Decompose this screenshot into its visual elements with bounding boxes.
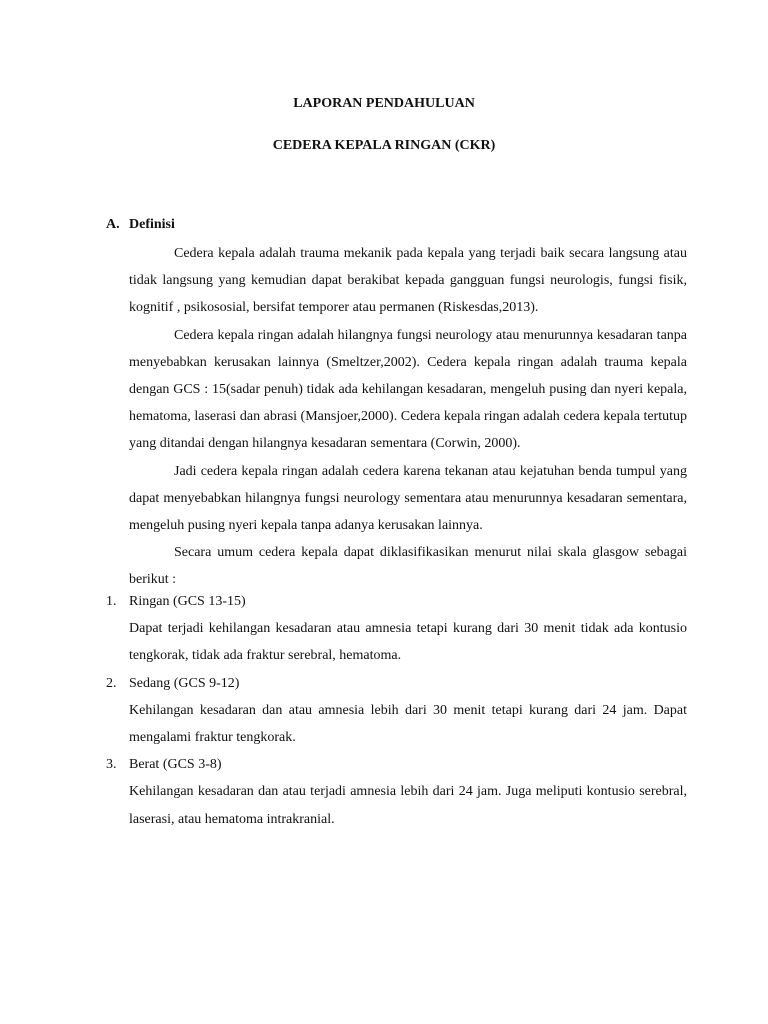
document-subtitle: CEDERA KEPALA RINGAN (CKR) — [272, 138, 496, 153]
section-heading — [106, 216, 175, 234]
list-item-title: Sedang (GCS 9-12) — [129, 675, 240, 691]
classification-list — [106, 588, 687, 833]
list-item-number: 3. — [106, 757, 117, 773]
list-item-title: Berat (GCS 3-8) — [129, 757, 222, 773]
list-item-head — [106, 588, 687, 615]
list-item-description: Kehilangan kesadaran dan atau terjadi amnesia lebih dari 24 jam. Juga meliputi kontusio serebral, laserasi, atau hematoma intrakranial. — [129, 784, 687, 827]
list-item — [106, 588, 687, 670]
list-item-number: 2. — [106, 675, 117, 691]
section-title: Definisi — [129, 217, 175, 232]
list-item — [106, 751, 687, 833]
list-item-number: 1. — [106, 594, 117, 609]
list-item — [106, 670, 687, 752]
list-item-description: Kehilangan kesadaran dan atau amnesia lebih dari 30 menit tetapi kurang dari 24 jam. Dapat mengalami fraktur tengkorak. — [129, 702, 687, 746]
paragraph: Cedera kepala ringan adalah hilangnya fungsi neurology atau menurunnya kesadaran tanpa menyebabkan kerusakan lainnya (Smeltzer,2002). Cedera kepala ringan adalah trauma kepala dengan GCS : 15(sadar penuh) tidak ada kehilangan kesadaran, mengeluh pusing dan nyeri kepala, hematoma, laserasi dan abrasi (Mansjoer,2000). Cedera kepala ringan adalah cedera kepala tertutup yang ditandai dengan hilangnya kesadaran sementara (Corwin, 2000). — [129, 327, 687, 452]
section-marker: A. — [106, 217, 120, 232]
paragraph: Jadi cedera kepala ringan adalah cedera karena tekanan atau kejatuhan benda tumpul yang dapat menyebabkan hilangnya fungsi neurology sementara atau menurunnya kesadaran sementara, mengeluh pusing nyeri kepala tanpa adanya kerusakan lainnya. — [129, 463, 687, 534]
paragraph: Secara umum cedera kepala dapat diklasifikasikan menurut nilai skala glasgow sebagai berikut : — [129, 545, 687, 588]
list-item-description: Dapat terjadi kehilangan kesadaran atau amnesia tetapi kurang dari 30 menit tidak ada kontusio tengkorak, tidak ada fraktur serebral, hematoma. — [129, 621, 687, 664]
document-title: LAPORAN PENDAHULUAN — [293, 96, 475, 111]
definition-body — [129, 240, 687, 594]
list-item-head — [106, 670, 687, 697]
list-item-title: Ringan (GCS 13-15) — [129, 594, 246, 609]
list-item-head — [106, 751, 687, 778]
paragraph: Cedera kepala adalah trauma mekanik pada kepala yang terjadi baik secara langsung atau tidak langsung yang kemudian dapat berakibat kepada gangguan fungsi neurologis, fungsi fisik, kognitif , psikososial, bersifat temporer atau permanen (Riskesdas,2013). — [129, 246, 687, 316]
